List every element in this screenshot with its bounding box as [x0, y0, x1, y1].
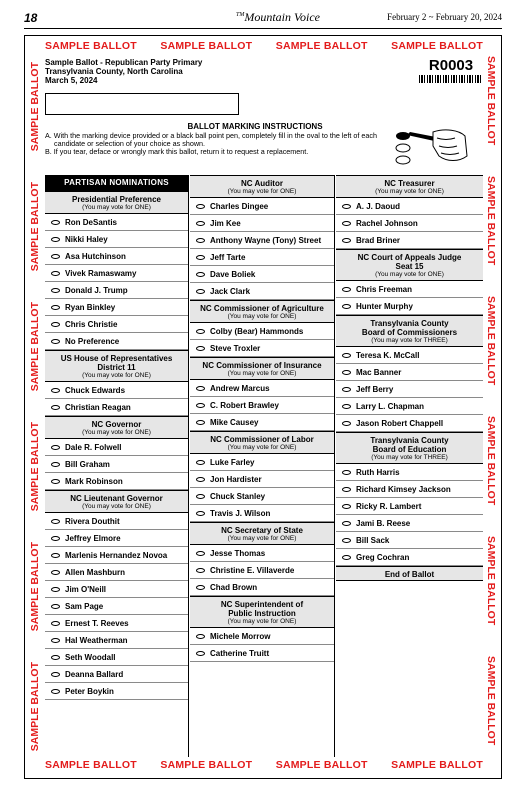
instruction-a: A. With the marking device provided or a black ball point pen, completely fill in the oval to the left of each candidate or selection of your choice as shown. — [45, 131, 378, 148]
contest-header — [190, 596, 334, 628]
candidate-name: Bill Graham — [65, 460, 110, 469]
contest-title: Public Instruction — [228, 609, 296, 618]
candidate-row[interactable] — [190, 232, 334, 249]
vote-oval-icon[interactable] — [196, 386, 205, 391]
watermark-text: SAMPLE BALLOT — [160, 40, 253, 52]
candidate-name: Jeff Tarte — [210, 253, 246, 262]
candidate-name: Luke Farley — [210, 458, 255, 467]
candidate-row[interactable] — [190, 397, 334, 414]
ballot-code: R0003 — [428, 57, 474, 74]
candidate-name: Dale R. Folwell — [65, 443, 122, 452]
contest-header — [336, 432, 483, 464]
watermark-text: SAMPLE BALLOT — [485, 656, 497, 746]
candidate-name: Vivek Ramaswamy — [65, 269, 137, 278]
candidate-name: Rachel Johnson — [356, 219, 418, 228]
vote-oval-icon[interactable] — [51, 237, 60, 242]
ballot-column-2 — [190, 175, 335, 757]
vote-oval-icon[interactable] — [51, 479, 60, 484]
instructions-title: BALLOT MARKING INSTRUCTIONS — [187, 122, 323, 131]
candidate-name: Jeff Berry — [356, 385, 394, 394]
candidate-row[interactable] — [190, 505, 334, 522]
vote-oval-icon[interactable] — [342, 487, 351, 492]
vote-oval-icon[interactable] — [196, 403, 205, 408]
vote-for-instruction: (You may vote for ONE) — [227, 618, 297, 625]
vote-for-instruction: (You may vote for THREE) — [371, 454, 448, 461]
candidate-row[interactable] — [45, 615, 188, 632]
candidate-row[interactable] — [45, 265, 188, 282]
candidate-row[interactable] — [190, 545, 334, 562]
candidate-name: Jason Robert Chappell — [356, 419, 444, 428]
ballot-contests-grid — [45, 175, 483, 757]
candidate-row[interactable] — [190, 488, 334, 505]
contest-header — [45, 191, 188, 214]
contest-header — [190, 431, 334, 454]
candidate-name: Michele Morrow — [210, 632, 271, 641]
candidate-name: Ron DeSantis — [65, 218, 118, 227]
contest-header — [190, 522, 334, 545]
candidate-name: Larry L. Chapman — [356, 402, 425, 411]
candidate-row[interactable] — [190, 266, 334, 283]
vote-oval-icon[interactable] — [196, 551, 205, 556]
watermark-text: SAMPLE BALLOT — [160, 759, 253, 771]
candidate-name: Ricky R. Lambert — [356, 502, 422, 511]
candidate-name: Teresa K. McCall — [356, 351, 420, 360]
candidate-name: Jon Hardister — [210, 475, 262, 484]
watermark-text: SAMPLE BALLOT — [29, 302, 41, 392]
vote-oval-icon[interactable] — [342, 387, 351, 392]
watermark-text: SAMPLE BALLOT — [275, 40, 368, 52]
candidate-name: Andrew Marcus — [210, 384, 270, 393]
contest-title: NC Secretary of State — [221, 526, 303, 535]
contest-title: Seat 15 — [395, 262, 424, 271]
vote-oval-icon[interactable] — [342, 404, 351, 409]
contest-title: NC Commissioner of Agriculture — [200, 304, 324, 313]
vote-for-instruction: (You may vote for ONE) — [82, 372, 151, 379]
contest-title: Transylvania County — [370, 319, 449, 328]
candidate-name: Donald J. Trump — [65, 286, 128, 295]
vote-oval-icon[interactable] — [51, 672, 60, 677]
candidate-row[interactable] — [45, 382, 188, 399]
watermark-left — [28, 56, 42, 758]
ballot-county: Transylvania County, North Carolina — [45, 67, 183, 76]
contest-header — [190, 300, 334, 323]
candidate-name: Bill Sack — [356, 536, 390, 545]
watermark-text: SAMPLE BALLOT — [29, 182, 41, 272]
candidate-row[interactable] — [190, 198, 334, 215]
candidate-row[interactable] — [336, 298, 483, 315]
candidate-name: Richard Kimsey Jackson — [356, 485, 451, 494]
candidate-name: A. J. Daoud — [356, 202, 401, 211]
vote-oval-icon[interactable] — [196, 346, 205, 351]
candidate-row[interactable] — [45, 564, 188, 581]
candidate-row[interactable] — [190, 471, 334, 488]
vote-oval-icon[interactable] — [51, 553, 60, 558]
vote-for-instruction: (You may vote for THREE) — [371, 337, 448, 344]
contest-header — [336, 315, 483, 347]
vote-oval-icon[interactable] — [51, 462, 60, 467]
watermark-right — [484, 56, 498, 758]
candidate-name: Hunter Murphy — [356, 302, 413, 311]
vote-oval-icon[interactable] — [342, 370, 351, 375]
candidate-row[interactable] — [45, 530, 188, 547]
watermark-text: SAMPLE BALLOT — [29, 422, 41, 512]
candidate-name: Chad Brown — [210, 583, 258, 592]
vote-oval-icon[interactable] — [51, 305, 60, 310]
vote-oval-icon[interactable] — [342, 353, 351, 358]
candidate-name: Allen Mashburn — [65, 568, 126, 577]
watermark-text: SAMPLE BALLOT — [29, 62, 41, 152]
vote-oval-icon[interactable] — [51, 570, 60, 575]
newspaper-name — [236, 10, 320, 25]
sample-ballot — [24, 35, 502, 779]
instruction-b: B. If you tear, deface or wrongly mark this ballot, return it to request a replacement. — [45, 147, 309, 156]
candidate-row[interactable] — [45, 581, 188, 598]
contest-header — [45, 416, 188, 439]
vote-oval-icon[interactable] — [342, 504, 351, 509]
watermark-top — [45, 40, 483, 54]
candidate-row[interactable] — [190, 380, 334, 397]
candidate-row[interactable] — [336, 398, 483, 415]
vote-for-instruction: (You may vote for ONE) — [82, 503, 151, 510]
candidate-row[interactable] — [45, 399, 188, 416]
vote-oval-icon[interactable] — [196, 460, 205, 465]
watermark-text: SAMPLE BALLOT — [45, 40, 137, 52]
vote-for-instruction: (You may vote for ONE) — [227, 313, 297, 320]
contest-title: District 11 — [97, 363, 136, 372]
candidate-name: Hal Weatherman — [65, 636, 128, 645]
blank-stub-box — [45, 93, 239, 115]
candidate-row[interactable] — [336, 549, 483, 566]
contest-title: NC Treasurer — [384, 179, 435, 188]
watermark-text: SAMPLE BALLOT — [485, 296, 497, 386]
contest-header — [45, 490, 188, 513]
candidate-row[interactable] — [45, 547, 188, 564]
candidate-row[interactable] — [45, 598, 188, 615]
vote-oval-icon[interactable] — [51, 388, 60, 393]
candidate-row[interactable] — [336, 347, 483, 364]
candidate-name: Asa Hutchinson — [65, 252, 126, 261]
contest-title: NC Governor — [91, 420, 142, 429]
contest-title: NC Commissioner of Insurance — [202, 361, 322, 370]
watermark-text: SAMPLE BALLOT — [391, 40, 483, 52]
candidate-row[interactable] — [336, 281, 483, 298]
vote-oval-icon[interactable] — [51, 536, 60, 541]
candidate-row[interactable] — [45, 473, 188, 490]
vote-oval-icon[interactable] — [196, 651, 205, 656]
vote-for-instruction: (You may vote for ONE) — [227, 535, 297, 542]
vote-oval-icon[interactable] — [196, 568, 205, 573]
candidate-row[interactable] — [45, 248, 188, 265]
issue-date: February 2 ~ February 20, 2024 — [387, 12, 502, 22]
candidate-name: Mike Causey — [210, 418, 259, 427]
candidate-name: Chuck Stanley — [210, 492, 266, 501]
hand-marking-oval-icon — [393, 126, 469, 170]
candidate-row[interactable] — [336, 232, 483, 249]
candidate-row[interactable] — [336, 198, 483, 215]
vote-oval-icon[interactable] — [196, 329, 205, 334]
vote-oval-icon[interactable] — [51, 655, 60, 660]
vote-oval-icon[interactable] — [342, 238, 351, 243]
contest-title: Board of Education — [372, 445, 447, 454]
candidate-row[interactable] — [45, 513, 188, 530]
partisan-nominations-banner: PARTISAN NOMINATIONS — [45, 175, 188, 191]
vote-oval-icon[interactable] — [196, 255, 205, 260]
vote-oval-icon[interactable] — [196, 238, 205, 243]
candidate-row[interactable] — [336, 515, 483, 532]
vote-oval-icon[interactable] — [196, 477, 205, 482]
candidate-name: Ryan Binkley — [65, 303, 116, 312]
vote-oval-icon[interactable] — [51, 271, 60, 276]
candidate-name: Sam Page — [65, 602, 104, 611]
contest-title: Presidential Preference — [72, 195, 161, 204]
candidate-name: Jesse Thomas — [210, 549, 266, 558]
candidate-row[interactable] — [45, 214, 188, 231]
candidate-row[interactable] — [190, 645, 334, 662]
contest-title: US House of Representatives — [60, 354, 173, 363]
candidate-name: Jim O'Neill — [65, 585, 107, 594]
barcode-icon — [419, 75, 483, 83]
candidate-row[interactable] — [336, 364, 483, 381]
watermark-text: SAMPLE BALLOT — [485, 176, 497, 266]
watermark-text: SAMPLE BALLOT — [45, 759, 137, 771]
ballot-column-1 — [45, 175, 189, 757]
vote-oval-icon[interactable] — [196, 204, 205, 209]
newspaper-title: Mountain Voice — [244, 10, 320, 24]
watermark-text: SAMPLE BALLOT — [485, 536, 497, 626]
candidate-row[interactable] — [336, 215, 483, 232]
candidate-row[interactable] — [336, 415, 483, 432]
candidate-row[interactable] — [190, 215, 334, 232]
watermark-text: SAMPLE BALLOT — [485, 416, 497, 506]
vote-oval-icon[interactable] — [196, 634, 205, 639]
candidate-row[interactable] — [190, 323, 334, 340]
candidate-name: Jami B. Reese — [356, 519, 411, 528]
vote-oval-icon[interactable] — [51, 339, 60, 344]
contest-header — [190, 357, 334, 380]
vote-oval-icon[interactable] — [51, 621, 60, 626]
ballot-style-id — [419, 58, 483, 83]
candidate-name: Ruth Harris — [356, 468, 400, 477]
candidate-name: Ernest T. Reeves — [65, 619, 129, 628]
candidate-name: Mark Robinson — [65, 477, 123, 486]
vote-oval-icon[interactable] — [196, 585, 205, 590]
vote-oval-icon[interactable] — [196, 272, 205, 277]
candidate-row[interactable] — [45, 456, 188, 473]
candidate-row[interactable] — [190, 562, 334, 579]
candidate-name: Chuck Edwards — [65, 386, 126, 395]
vote-oval-icon[interactable] — [342, 538, 351, 543]
candidate-name: Charles Dingee — [210, 202, 269, 211]
vote-oval-icon[interactable] — [196, 221, 205, 226]
candidate-name: Jack Clark — [210, 287, 251, 296]
ballot-date: March 5, 2024 — [45, 76, 98, 85]
vote-oval-icon[interactable] — [51, 288, 60, 293]
candidate-name: No Preference — [65, 337, 120, 346]
candidate-row[interactable] — [45, 649, 188, 666]
candidate-name: Travis J. Wilson — [210, 509, 271, 518]
vote-oval-icon[interactable] — [342, 287, 351, 292]
contest-header — [336, 249, 483, 281]
watermark-text: SAMPLE BALLOT — [29, 542, 41, 632]
vote-oval-icon[interactable] — [51, 689, 60, 694]
candidate-row[interactable] — [190, 249, 334, 266]
candidate-row[interactable] — [190, 340, 334, 357]
vote-oval-icon[interactable] — [51, 638, 60, 643]
ballot-header — [45, 58, 483, 85]
contest-title: NC Superintendent of — [220, 600, 304, 609]
vote-oval-icon[interactable] — [51, 254, 60, 259]
candidate-row[interactable] — [190, 454, 334, 471]
contest-title: End of Ballot — [384, 570, 435, 579]
ballot-title: Sample Ballot - Republican Party Primary — [45, 58, 203, 67]
candidate-name: Chris Christie — [65, 320, 118, 329]
candidate-row[interactable] — [336, 532, 483, 549]
watermark-text: SAMPLE BALLOT — [29, 662, 41, 752]
vote-oval-icon[interactable] — [51, 604, 60, 609]
candidate-name: Rivera Douthit — [65, 517, 120, 526]
contest-title: Board of Commissioners — [361, 328, 458, 337]
candidate-row[interactable] — [336, 481, 483, 498]
vote-for-instruction: (You may vote for ONE) — [227, 188, 297, 195]
candidate-name: Steve Troxler — [210, 344, 261, 353]
vote-oval-icon[interactable] — [342, 304, 351, 309]
vote-for-instruction: (You may vote for ONE) — [82, 429, 151, 436]
candidate-row[interactable] — [45, 299, 188, 316]
candidate-name: Greg Cochran — [356, 553, 410, 562]
vote-for-instruction: (You may vote for ONE) — [227, 370, 297, 377]
contest-header — [336, 175, 483, 198]
candidate-row[interactable] — [336, 464, 483, 481]
candidate-name: Catherine Truitt — [210, 649, 270, 658]
candidate-name: Anthony Wayne (Tony) Street — [210, 236, 322, 245]
masthead — [24, 12, 502, 26]
candidate-row[interactable] — [190, 283, 334, 300]
vote-oval-icon[interactable] — [51, 519, 60, 524]
vote-oval-icon[interactable] — [342, 521, 351, 526]
candidate-name: Marlenis Hernandez Novoa — [65, 551, 168, 560]
vote-oval-icon[interactable] — [342, 204, 351, 209]
contest-title: NC Commissioner of Labor — [210, 435, 314, 444]
candidate-row[interactable] — [45, 231, 188, 248]
candidate-row[interactable] — [190, 579, 334, 596]
contest-title: NC Lieutenant Governor — [70, 494, 163, 503]
candidate-name: Colby (Bear) Hammonds — [210, 327, 304, 336]
candidate-row[interactable] — [336, 498, 483, 515]
watermark-bottom — [45, 759, 483, 773]
vote-oval-icon[interactable] — [51, 445, 60, 450]
contest-title: Transylvania County — [370, 436, 449, 445]
candidate-row[interactable] — [45, 333, 188, 350]
candidate-row[interactable] — [45, 282, 188, 299]
watermark-text: SAMPLE BALLOT — [391, 759, 483, 771]
masthead-rule — [24, 28, 502, 29]
vote-oval-icon[interactable] — [196, 420, 205, 425]
watermark-text: SAMPLE BALLOT — [485, 56, 497, 146]
candidate-name: Jeffrey Elmore — [65, 534, 121, 543]
candidate-row[interactable] — [45, 666, 188, 683]
contest-header — [336, 566, 483, 581]
vote-oval-icon[interactable] — [342, 221, 351, 226]
candidate-row[interactable] — [45, 632, 188, 649]
ballot-column-3 — [336, 175, 483, 757]
vote-oval-icon[interactable] — [51, 220, 60, 225]
vote-oval-icon[interactable] — [196, 289, 205, 294]
vote-for-instruction: (You may vote for ONE) — [375, 188, 444, 195]
ballot-header-lines — [45, 58, 483, 85]
contest-header — [190, 175, 334, 198]
candidate-name: Seth Woodall — [65, 653, 116, 662]
candidate-row[interactable] — [45, 439, 188, 456]
candidate-name: Christian Reagan — [65, 403, 131, 412]
trademark-mark: TM — [236, 12, 245, 18]
vote-oval-icon[interactable] — [196, 494, 205, 499]
vote-oval-icon[interactable] — [342, 470, 351, 475]
candidate-row[interactable] — [45, 683, 188, 700]
candidate-name: Deanna Ballard — [65, 670, 124, 679]
candidate-row[interactable] — [190, 414, 334, 431]
vote-oval-icon[interactable] — [51, 405, 60, 410]
candidate-name: C. Robert Brawley — [210, 401, 279, 410]
contest-title: NC Court of Appeals Judge — [357, 253, 462, 262]
candidate-row[interactable] — [336, 381, 483, 398]
vote-for-instruction: (You may vote for ONE) — [227, 444, 297, 451]
contest-header — [45, 350, 188, 382]
vote-oval-icon[interactable] — [51, 587, 60, 592]
vote-for-instruction: (You may vote for ONE) — [82, 204, 151, 211]
candidate-name: Peter Boykin — [65, 687, 114, 696]
candidate-name: Chris Freeman — [356, 285, 413, 294]
vote-oval-icon[interactable] — [342, 421, 351, 426]
candidate-name: Nikki Haley — [65, 235, 108, 244]
vote-oval-icon[interactable] — [51, 322, 60, 327]
candidate-name: Brad Briner — [356, 236, 401, 245]
candidate-name: Jim Kee — [210, 219, 241, 228]
vote-oval-icon[interactable] — [196, 511, 205, 516]
contest-title: NC Auditor — [241, 179, 283, 188]
candidate-name: Christine E. Villaverde — [210, 566, 295, 575]
candidate-row[interactable] — [45, 316, 188, 333]
candidate-row[interactable] — [190, 628, 334, 645]
candidate-name: Mac Banner — [356, 368, 402, 377]
marking-instructions — [45, 123, 385, 156]
page-number: 18 — [24, 11, 38, 25]
vote-for-instruction: (You may vote for ONE) — [375, 271, 444, 278]
candidate-name: Dave Boliek — [210, 270, 256, 279]
vote-oval-icon[interactable] — [342, 555, 351, 560]
watermark-text: SAMPLE BALLOT — [275, 759, 368, 771]
